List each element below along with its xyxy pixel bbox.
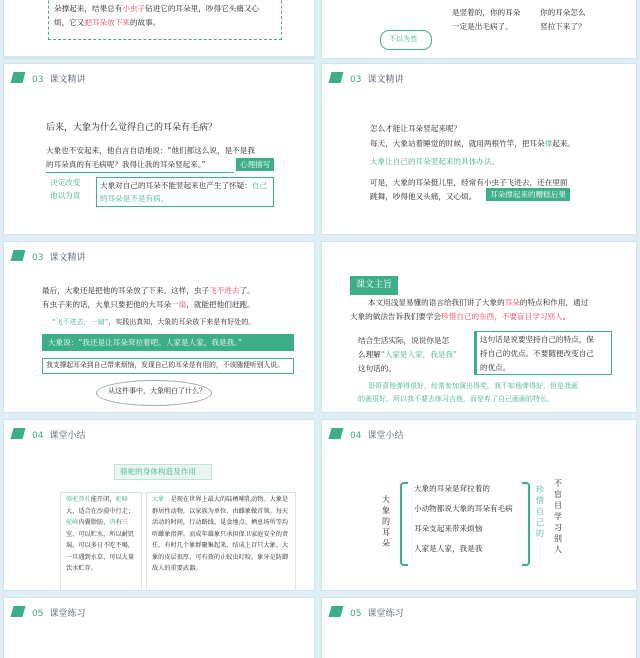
conclusion-text: 我支撑起耳朵到自己带来烦恼，发现自己的耳朵是有用的，不该随便听别人说。 xyxy=(46,361,284,369)
slide-header xyxy=(4,420,314,448)
story-line-2: 烦，它又把耳朵放下来的故事。 xyxy=(54,18,161,27)
header-marker-icon xyxy=(11,606,26,617)
slide-10 xyxy=(322,598,636,658)
chip-title: 骆驼的身体构造及作用 xyxy=(120,467,196,476)
line-1: 怎么才能让耳朵竖起来呢？ xyxy=(370,124,462,133)
item-4: 人家是人家，我是我 xyxy=(414,544,483,553)
answer-1: 这句话是说要坚持自己的特点，保 xyxy=(480,335,594,344)
section-number: 03 xyxy=(350,75,362,85)
header-title xyxy=(32,428,85,441)
slide-bottom-line xyxy=(4,56,314,58)
slide-6 xyxy=(322,242,636,412)
quote-right-1: 你的耳朵怎么 xyxy=(540,8,586,17)
question: 后来，大象为什么觉得自己的耳朵有毛病？ xyxy=(46,123,218,133)
section-title: 课文精讲 xyxy=(367,75,404,85)
slide-5 xyxy=(4,242,314,412)
header-title xyxy=(350,428,403,441)
tag-psychology: 心理描写 xyxy=(236,158,274,171)
theme-line-2: 大象的做法告诉我们要学会珍惜自己的东西，不要盲目学习别人。 xyxy=(350,312,571,321)
para-line-1: 大象也不安起来，他自言自语地说：“他们都这么说，是不是我 xyxy=(46,146,255,155)
header-title xyxy=(350,606,403,619)
item-3: 耳朵支起来带来烦恼 xyxy=(414,524,483,533)
theme-badge: 课文主旨 xyxy=(350,276,398,295)
section-number: 04 xyxy=(32,431,44,441)
section-number: 05 xyxy=(350,609,362,619)
section-number: 05 xyxy=(32,609,44,619)
line-4a: 可是，大象的耳朵挺儿里，经常有小虫子飞进去，还在里面 xyxy=(370,178,568,187)
tag-consequence: 耳朵撑起来的糟糕后果 xyxy=(486,188,570,201)
line-4b: 跳舞，吵得他又头痛，又心烦。 xyxy=(370,192,477,201)
line-2: 每天，大象站着睡觉的时候，就用两根竹竿，把耳朵撑起来。 xyxy=(370,139,576,148)
theme-line-1: 本文用浅显易懂的语言给我们讲了大象的耳朵的特点和作用，通过 xyxy=(368,298,589,307)
header-marker-icon xyxy=(329,428,344,439)
slide-header xyxy=(4,598,314,626)
quote-mid-1: 是竖着的，你的耳朵 xyxy=(452,8,521,17)
slide-header xyxy=(322,420,636,448)
slide-7 xyxy=(4,420,314,590)
slide-9 xyxy=(4,598,314,658)
side-note: 决定改变 他以为真 xyxy=(50,178,81,200)
answer-3: 的优点。 xyxy=(480,363,511,372)
header-marker-icon xyxy=(11,428,26,439)
section-title: 课堂小结 xyxy=(367,431,404,441)
section-title: 课堂小结 xyxy=(49,431,86,441)
left-text: 骆驼鼻孔能开闭，驼峰大，适合在沙漠中行走；驼峰内囊脂肪，肉有三室，可以贮水，所以耐饥渴。可以多日不吃不喝，一旦遇到水草，可以大量饮水贮存。 xyxy=(66,496,135,572)
left-label: 大象的耳朵 xyxy=(382,495,390,548)
slide-4 xyxy=(322,64,636,234)
left-brace xyxy=(400,482,408,566)
item-2: 小动物都说大象的耳朵有毛病 xyxy=(414,504,513,513)
para-underline xyxy=(46,172,234,173)
para-line-2: 的耳朵真的有毛病呢？我得让我的耳朵竖起来。” xyxy=(46,160,206,169)
left-q3: 这句话的。 xyxy=(358,364,396,373)
header-marker-icon xyxy=(11,250,26,261)
section-title: 课堂练习 xyxy=(367,609,404,619)
quote-bar: 大象说：“我还是让耳朵耷拉着吧。人家是人家，我是我。” xyxy=(42,334,294,351)
example-1: 哥哥喜他弹得很好，经常参加演出得奖。我不如他弹得好，但是我画 xyxy=(368,382,578,390)
header-marker-icon xyxy=(329,72,344,83)
para-line-1: 最后，大象还是把他的耳朵放了下来。这样，虫子飞不进去了。 xyxy=(42,286,255,295)
quote-mid-2: 一定是出毛病了。 xyxy=(452,22,513,31)
slide-header xyxy=(4,64,314,92)
right-brace xyxy=(522,482,530,566)
header-marker-icon xyxy=(329,606,344,617)
header-title xyxy=(350,72,403,85)
header-title xyxy=(32,250,85,263)
section-title: 课堂练习 xyxy=(49,609,86,619)
right-label: 不盲目学习别人 xyxy=(554,479,562,554)
section-number: 04 xyxy=(350,431,362,441)
example-2: 的画很好。所以我不要去练习吉他，而是弃了自己画画的特长。 xyxy=(358,395,554,403)
right-text: 大象：是现在世界上最大的陆栖哺乳动物。大象是群居性动物，以家族为单位，由雌象做首领。每天活动的时间，行动路线、觅食地点、栖息场所等均听雌象指挥。而成年雄象只承担保卫家庭安全的责任。有时几个象群聚集起来，结成上百只大象。大象的皮层很厚，可有效的止蚊虫叮咬。象牙是防御敌人的重要武器。 xyxy=(152,496,289,572)
question-text: 从这件事中，大象明白了什么？ xyxy=(108,387,206,395)
mid-label: 珍惜自己的 xyxy=(536,485,544,538)
left-q2: 么理解“人家是人家，我是我” xyxy=(358,350,457,359)
slide-8 xyxy=(322,420,636,590)
section-number: 03 xyxy=(32,253,44,263)
header-marker-icon xyxy=(11,72,26,83)
story-line-1: 朵撑起来，结果总有小虫子钻进它的耳朵里，吵得它头痛又心 xyxy=(54,4,260,13)
slide-header xyxy=(322,64,636,92)
quote-right-2: 竖拉下来了？ xyxy=(540,22,586,31)
slide-3 xyxy=(4,64,314,234)
header-title xyxy=(32,72,85,85)
summary-text: 大象对自己的耳朵不能竖起来也产生了怀疑：自己的耳朵是不是有病。 xyxy=(100,181,268,203)
answer-2: 持自己的优点。不要随便改变自己 xyxy=(480,349,594,358)
item-1: 大象的耳朵是耷拉着的 xyxy=(414,484,490,493)
left-q1: 结合生活实际，说说你是怎 xyxy=(358,336,450,345)
section-title: 课文精讲 xyxy=(49,75,86,85)
slide-top-left xyxy=(4,0,314,58)
speech-bubble-text: 不以为然 xyxy=(389,35,417,43)
slide-header xyxy=(4,242,314,270)
section-title: 课文精讲 xyxy=(49,253,86,263)
para-line-2: 有虫子来的话，大象只要把他的大耳朵一扇，就能把他们赶跑。 xyxy=(42,300,255,309)
line-3: 大象让自己的耳朵竖起来的具体办法。 xyxy=(370,157,500,166)
slide-header xyxy=(322,598,636,626)
slide-top-right xyxy=(322,0,636,58)
header-title xyxy=(32,606,85,619)
note: “飞不进去，一扇”，实践出真知，大象的耳朵放下来是有好处的。 xyxy=(52,318,256,326)
section-number: 03 xyxy=(32,75,44,85)
